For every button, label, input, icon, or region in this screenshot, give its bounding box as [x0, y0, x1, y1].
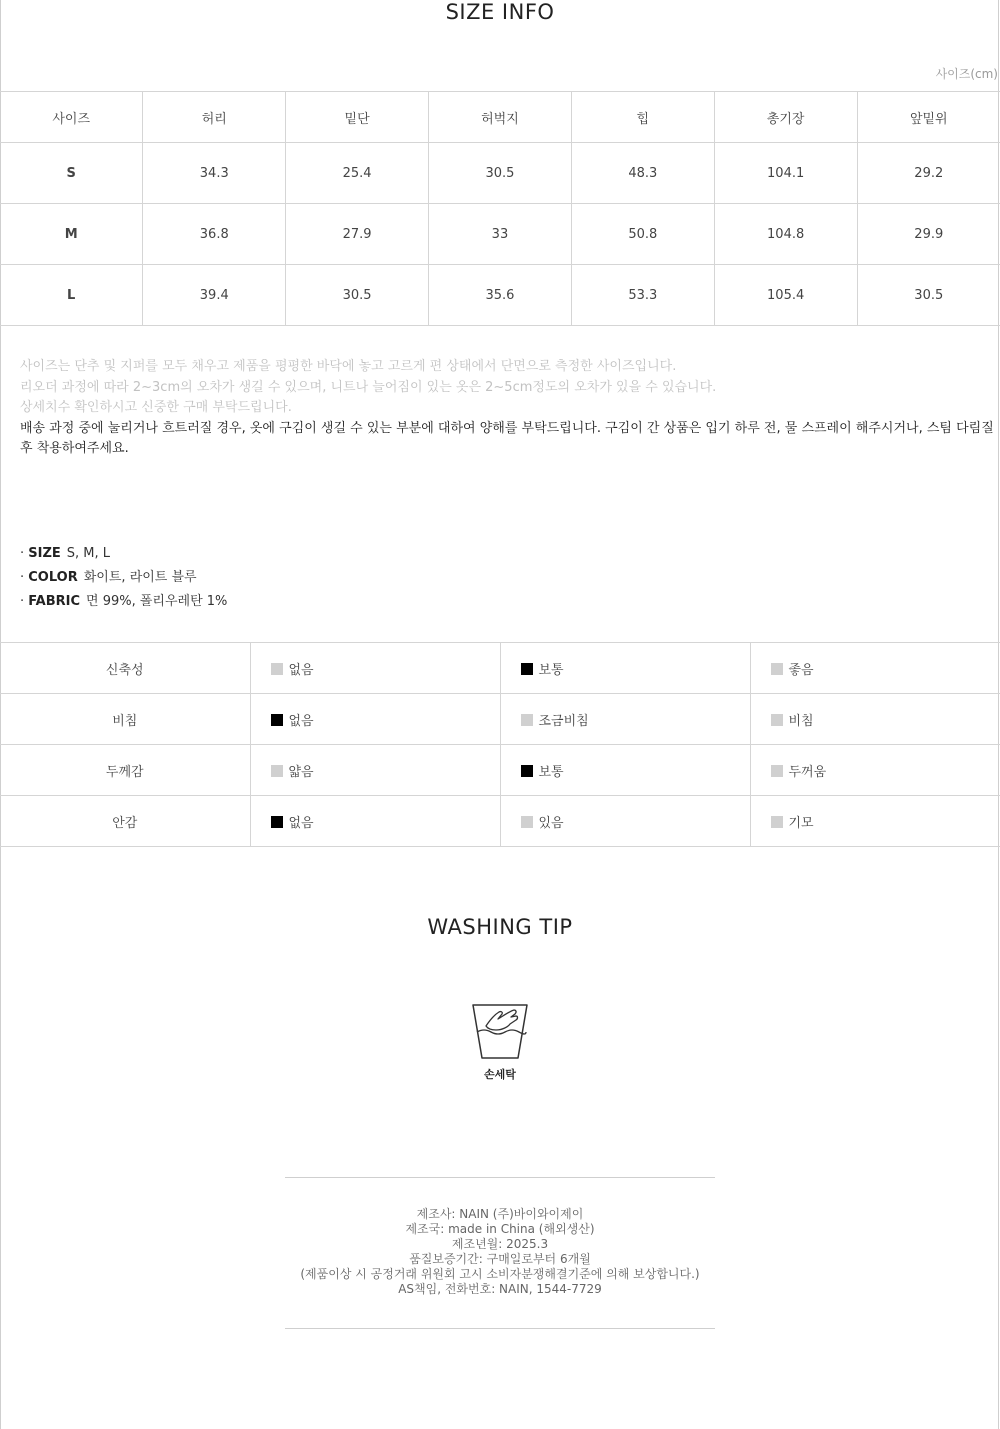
value-cell: 29.2 [857, 143, 1000, 204]
fit-option [750, 745, 1000, 796]
value-cell: 50.8 [571, 204, 714, 265]
checked-box-icon [521, 765, 533, 777]
unchecked-box-icon [271, 663, 283, 675]
fit-row [0, 643, 1000, 694]
checked-box-icon [271, 714, 283, 726]
fit-option [250, 694, 500, 745]
value-cell: 33 [429, 204, 572, 265]
checked-box-icon [271, 816, 283, 828]
fit-option [750, 643, 1000, 694]
fit-option [750, 796, 1000, 847]
header-cell: 밑단 [286, 92, 429, 143]
hand-wash-label: 손세탁 [484, 1068, 516, 1081]
size-info-title: SIZE INFO [445, 0, 555, 24]
fit-option [250, 643, 500, 694]
value-cell: 30.5 [857, 265, 1000, 326]
table-row [0, 204, 1000, 265]
divider [285, 1177, 715, 1178]
header-cell: 사이즈 [0, 92, 143, 143]
size-cell: L [0, 265, 143, 326]
value-cell: 104.1 [714, 143, 857, 204]
spec-fabric: · FABRIC 면 99%, 폴리우레탄 1% [20, 594, 228, 609]
header-cell: 허벅지 [429, 92, 572, 143]
spec-label: COLOR [28, 570, 78, 585]
unchecked-box-icon [771, 663, 783, 675]
fit-label: 신축성 [0, 643, 250, 694]
product-specs [20, 542, 227, 614]
value-cell: 53.3 [571, 265, 714, 326]
value-cell: 48.3 [571, 143, 714, 204]
fit-label: 비침 [0, 694, 250, 745]
table-row [0, 143, 1000, 204]
fit-label: 안감 [0, 796, 250, 847]
fit-option-label: 없음 [288, 662, 314, 678]
fit-option [500, 643, 750, 694]
fit-option [750, 694, 1000, 745]
unchecked-box-icon [271, 765, 283, 777]
value-cell: 30.5 [429, 143, 572, 204]
fit-option-label: 비침 [788, 713, 814, 729]
header-cell: 앞밑위 [857, 92, 1000, 143]
unchecked-box-icon [521, 714, 533, 726]
size-cell: M [0, 204, 143, 265]
spec-value: 화이트, 라이트 블루 [83, 570, 197, 585]
note-line: 리오더 과정에 따라 2~3cm의 오차가 생길 수 있으며, 니트나 늘어짐이 있는 옷은 2~5cm정도의 오차가 있을 수 있습니다. [20, 379, 717, 395]
spec-value: S, M, L [66, 546, 111, 561]
unchecked-box-icon [771, 816, 783, 828]
value-cell: 29.9 [857, 204, 1000, 265]
spec-value: 면 99%, 폴리우레탄 1% [86, 594, 228, 609]
spec-label: SIZE [28, 546, 61, 561]
maker-line: 제조사: NAIN (주)바이와이제이 [416, 1207, 584, 1221]
value-cell: 36.8 [143, 204, 286, 265]
unchecked-box-icon [521, 816, 533, 828]
fit-row [0, 745, 1000, 796]
unchecked-box-icon [771, 765, 783, 777]
note-line: 상세치수 확인하시고 신중한 구매 부탁드립니다. [20, 400, 292, 415]
header-cell: 총기장 [714, 92, 857, 143]
fit-option-label: 보통 [538, 764, 564, 780]
fit-option-label: 없음 [288, 713, 314, 729]
fit-option [250, 745, 500, 796]
washing-tip-title: WASHING TIP [427, 915, 573, 939]
value-cell: 30.5 [286, 265, 429, 326]
value-cell: 25.4 [286, 143, 429, 204]
fit-row [0, 796, 1000, 847]
value-cell: 105.4 [714, 265, 857, 326]
fit-row [0, 694, 1000, 745]
size-table [0, 91, 1000, 326]
size-cell: S [0, 143, 143, 204]
fit-option-label: 두꺼움 [788, 764, 827, 780]
fit-table [0, 642, 1000, 847]
fit-option-label: 좋음 [788, 662, 814, 678]
size-table-header [0, 92, 1000, 143]
fit-label: 두께감 [0, 745, 250, 796]
checked-box-icon [521, 663, 533, 675]
fit-option [250, 796, 500, 847]
size-unit-label: 사이즈(cm) [935, 67, 998, 81]
size-notes [20, 357, 995, 460]
fit-option-label: 얇음 [288, 764, 314, 780]
table-row [0, 265, 1000, 326]
divider [285, 1328, 715, 1329]
maker-line: 제조국: made in China (해외생산) [405, 1222, 595, 1236]
header-cell: 힙 [571, 92, 714, 143]
fit-option [500, 796, 750, 847]
fit-option-label: 없음 [288, 815, 314, 831]
spec-label: FABRIC [28, 594, 81, 609]
value-cell: 104.8 [714, 204, 857, 265]
fit-option-label: 보통 [538, 662, 564, 678]
hand-wash-icon [470, 1002, 530, 1062]
value-cell: 34.3 [143, 143, 286, 204]
note-line: 사이즈는 단추 및 지퍼를 모두 채우고 제품을 평평한 바닥에 놓고 고르게 편 상태에서 단면으로 측정한 사이즈입니다. [20, 359, 677, 374]
fit-option-label: 기모 [788, 815, 814, 831]
maker-line: (제품이상 시 공정거래 위원회 고시 소비자분쟁해결기준에 의해 보상합니다.) [300, 1267, 700, 1281]
fit-option [500, 745, 750, 796]
maker-line: 제조년월: 2025.3 [451, 1237, 549, 1251]
value-cell: 39.4 [143, 265, 286, 326]
value-cell: 35.6 [429, 265, 572, 326]
spec-color: · COLOR 화이트, 라이트 블루 [20, 570, 197, 585]
fit-option-label: 있음 [538, 815, 564, 831]
spec-size: · SIZE S, M, L [20, 546, 111, 561]
fit-option-label: 조금비침 [538, 713, 589, 729]
maker-line: AS책임, 전화번호: NAIN, 1544-7729 [398, 1282, 602, 1296]
shipping-note: 배송 과정 중에 눌리거나 흐트러질 경우, 옷에 구김이 생길 수 있는 부분에 대하여 양해를 부탁드립니다. 구김이 간 상품은 입기 하루 전, 물 스프레이 해주시거나, 스팀 다림질 후 착용하여주세요. [20, 420, 994, 456]
fit-option [500, 694, 750, 745]
maker-line: 품질보증기간: 구매일로부터 6개월 [409, 1252, 591, 1266]
manufacturer-info [0, 1207, 1000, 1297]
header-cell: 허리 [143, 92, 286, 143]
unchecked-box-icon [771, 714, 783, 726]
value-cell: 27.9 [286, 204, 429, 265]
